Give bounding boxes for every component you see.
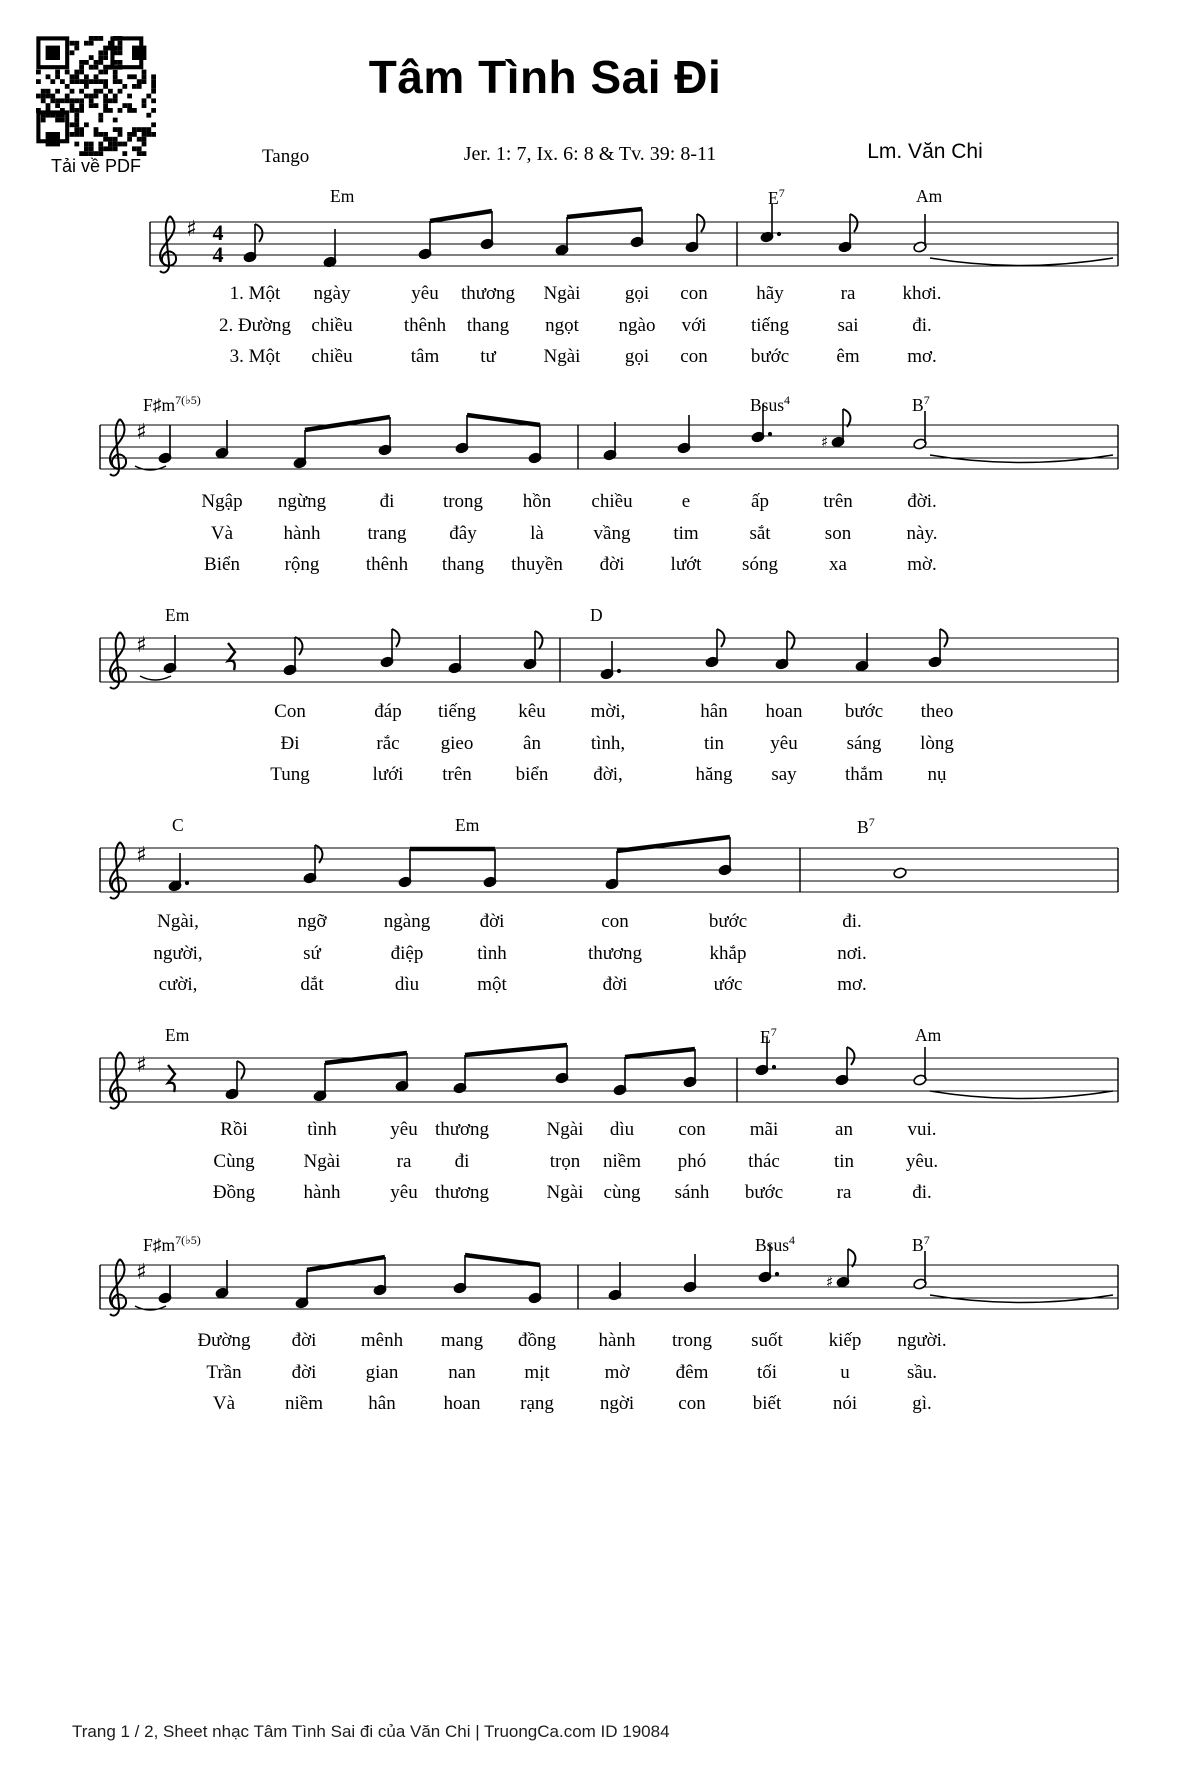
lyric-syllable: sánh xyxy=(674,1182,710,1203)
staff-system-1 xyxy=(0,177,1200,307)
lyric-syllable: hân xyxy=(368,1393,396,1414)
chord-symbol: $B^7$ xyxy=(857,815,875,837)
page-title: Tâm Tình Sai Đi xyxy=(368,51,722,103)
lyric-syllable: thang xyxy=(441,554,485,575)
lyric-syllable: chiều xyxy=(591,491,633,512)
lyric-syllable: Rồi xyxy=(220,1119,248,1140)
lyric-syllable: dìu xyxy=(394,974,420,995)
chord-symbol: Am xyxy=(916,186,943,206)
lyric-syllable: ước xyxy=(713,974,743,995)
lyric-syllable: hành xyxy=(303,1182,341,1203)
lyric-syllable: mang xyxy=(440,1330,484,1351)
sharp-accidental: ♯ xyxy=(821,433,829,451)
lyric-syllable: Ngài xyxy=(546,1119,584,1140)
lyric-syllable: Biển xyxy=(204,554,240,575)
lyric-syllable: 1. Một xyxy=(229,283,281,304)
tie xyxy=(930,455,1113,463)
lyric-syllable: rắc xyxy=(376,732,400,754)
lyric-syllable: đời xyxy=(599,554,625,575)
tie xyxy=(930,1091,1113,1099)
lyric-syllable: chiều xyxy=(311,346,353,367)
staff-system-5 xyxy=(0,1013,1200,1143)
lyric-syllable: ngừng xyxy=(277,491,327,512)
lyric-syllable: kêu xyxy=(518,701,546,722)
lyric-syllable: mời, xyxy=(590,701,626,722)
lyric-syllable: một xyxy=(477,974,507,995)
lyric-syllable: yêu xyxy=(390,1119,418,1140)
lyric-syllable: trong xyxy=(671,1330,713,1351)
lyric-syllable: sầu. xyxy=(906,1361,938,1383)
lyric-syllable: sóng xyxy=(742,554,778,575)
lyric-syllable: sứ xyxy=(303,942,321,964)
chord-symbol: $E^7$ xyxy=(768,186,785,208)
lyric-syllable: Và xyxy=(212,1393,236,1414)
lyric-syllable: người. xyxy=(897,1330,947,1351)
lyric-syllable: niềm xyxy=(603,1150,641,1172)
chord-symbol: $F♯m^{7(♭5)}$ xyxy=(143,1233,201,1255)
lyric-syllable: mờ. xyxy=(907,554,937,575)
key-signature-sharp: ♯ xyxy=(136,633,147,658)
lyric-syllable: son xyxy=(824,522,852,544)
lyric-syllable: ngời xyxy=(599,1393,635,1414)
time-signature: 4 xyxy=(212,220,224,245)
lyric-syllable: niềm xyxy=(285,1393,323,1414)
lyric-syllable: hoan xyxy=(443,1393,481,1414)
lyric-syllable: đi xyxy=(379,491,395,512)
lyric-syllable: với xyxy=(681,314,707,336)
lyric-syllable: gọi xyxy=(624,283,650,304)
lyric-syllable: gieo xyxy=(440,732,474,754)
author-credit: Lm. Văn Chi xyxy=(867,140,983,163)
qr-label: Tải về PDF xyxy=(50,156,142,176)
lyric-syllable: người, xyxy=(153,942,203,964)
lyric-syllable: thắm xyxy=(845,764,883,785)
chord-symbol: $B^7$ xyxy=(912,393,930,415)
lyric-syllable: sáng xyxy=(846,732,882,754)
lyric-syllable: dìu xyxy=(609,1119,635,1140)
lyric-syllable: mơ. xyxy=(837,974,867,995)
lyric-syllable: Trần xyxy=(206,1361,242,1383)
lyric-syllable: nói xyxy=(832,1393,858,1414)
lyric-syllable: chiều xyxy=(311,314,353,336)
lyric-syllable: đáp xyxy=(374,701,402,722)
lyric-syllable: suốt xyxy=(751,1330,783,1351)
lyric-syllable: tim xyxy=(673,522,699,544)
chord-symbol: C xyxy=(172,815,184,835)
lyric-syllable: thang xyxy=(466,314,510,336)
lyric-syllable: lòng xyxy=(920,732,954,754)
lyric-syllable: Đường xyxy=(197,1330,251,1351)
lyric-syllable: Ngài xyxy=(546,1182,584,1203)
lyric-syllable: e xyxy=(681,491,691,512)
lyric-syllable: xa xyxy=(829,554,847,575)
lyric-syllable: tư xyxy=(480,346,496,367)
lyric-syllable: biển xyxy=(515,764,549,785)
lyric-syllable: an xyxy=(835,1119,853,1140)
lyric-syllable: êm xyxy=(836,346,860,367)
scripture-reference: Jer. 1: 7, Ix. 6: 8 & Tv. 39: 8-11 xyxy=(463,143,717,165)
lyric-syllable: phó xyxy=(677,1150,707,1172)
lyric-syllable: đi. xyxy=(842,911,862,932)
key-signature-sharp: ♯ xyxy=(186,217,197,242)
lyric-syllable: trọn xyxy=(549,1150,581,1172)
lyric-syllable: hăng xyxy=(695,764,733,785)
lyric-syllable: tình xyxy=(477,942,507,964)
lyric-syllable: trên xyxy=(442,764,472,785)
lyric-syllable: tối xyxy=(756,1361,778,1383)
lyric-syllable: gọi xyxy=(624,346,650,367)
lyric-syllable: trang xyxy=(367,522,407,544)
lyric-syllable: nụ xyxy=(927,764,947,785)
lyric-syllable: yêu xyxy=(390,1182,418,1203)
lyric-syllable: tin xyxy=(703,732,725,754)
lyric-syllable: gì. xyxy=(912,1393,932,1414)
sharp-accidental: ♯ xyxy=(826,1273,834,1291)
chord-symbol: Em xyxy=(165,605,190,625)
lyric-syllable: theo xyxy=(920,701,954,722)
lyric-syllable: Con xyxy=(274,701,306,722)
lyric-syllable: đời xyxy=(602,974,628,995)
lyric-syllable: dắt xyxy=(300,974,324,995)
lyric-syllable: lưới xyxy=(372,764,404,785)
lyric-syllable: say xyxy=(771,764,797,785)
lyric-syllable: ra xyxy=(396,1150,412,1172)
chord-symbol: $E^7$ xyxy=(760,1025,777,1047)
lyric-syllable: ngỡ xyxy=(297,911,327,932)
note-head xyxy=(893,867,907,879)
lyric-syllable: Đi xyxy=(280,732,300,754)
lyric-syllable: ngọt xyxy=(545,314,579,336)
lyric-syllable: thương xyxy=(434,1182,490,1203)
lyric-syllable: đồng xyxy=(518,1330,556,1351)
lyric-syllable: Đồng xyxy=(212,1182,256,1203)
lyric-syllable: đêm xyxy=(675,1361,709,1383)
lyric-syllable: đi. xyxy=(912,1182,932,1203)
lyric-syllable: là xyxy=(530,522,544,544)
lyric-syllable: tâm xyxy=(410,346,440,367)
lyric-syllable: trong xyxy=(442,491,484,512)
lyric-syllable: hồn xyxy=(522,491,552,512)
lyric-syllable: thương xyxy=(460,283,516,304)
lyric-syllable: tiếng xyxy=(438,701,476,722)
lyric-syllable: đời, xyxy=(593,764,623,785)
lyric-syllable: tin xyxy=(833,1150,855,1172)
lyric-syllable: 2. Đường xyxy=(218,314,292,336)
lyric-syllable: ân xyxy=(523,732,541,754)
lyric-syllable: đi xyxy=(454,1150,470,1172)
lyric-syllable: con xyxy=(678,1119,706,1140)
lyric-syllable: trên xyxy=(823,491,853,512)
key-signature-sharp: ♯ xyxy=(136,420,147,445)
lyric-syllable: hành xyxy=(598,1330,636,1351)
lyric-syllable: tiếng xyxy=(751,314,789,336)
page-footer: Trang 1 / 2, Sheet nhạc Tâm Tình Sai đi của Văn Chi | TruongCa.com ID 19084 xyxy=(72,1722,670,1741)
lyric-syllable: Tung xyxy=(270,764,310,785)
lyric-syllable: hành xyxy=(283,522,321,544)
tie xyxy=(140,676,171,680)
lyric-syllable: thương xyxy=(587,942,643,964)
time-signature: 4 xyxy=(212,242,224,267)
lyric-syllable: bước xyxy=(750,346,790,367)
lyric-syllable: đi. xyxy=(912,314,932,336)
lyric-syllable: nơi. xyxy=(837,942,867,964)
lyric-syllable: đời xyxy=(479,911,505,932)
lyric-syllable: con xyxy=(680,283,708,304)
lyric-syllable: ngày xyxy=(313,283,351,304)
lyric-syllable: bước xyxy=(708,911,748,932)
lyric-syllable: khắp xyxy=(709,942,747,964)
lyric-syllable: biết xyxy=(752,1393,782,1414)
lyric-syllable: thênh xyxy=(365,554,409,575)
lyric-syllable: hoan xyxy=(765,701,803,722)
chord-symbol: $B^7$ xyxy=(912,1233,930,1255)
lyric-syllable: Và xyxy=(210,522,234,544)
lyric-syllable: thác xyxy=(748,1150,780,1172)
lyric-syllable: Cùng xyxy=(213,1150,255,1172)
tempo-marking: Tango xyxy=(262,146,310,167)
lyric-syllable: khơi. xyxy=(902,283,942,304)
lyric-syllable: ngàng xyxy=(383,911,431,932)
lyric-syllable: lướt xyxy=(670,554,702,575)
lyric-syllable: mơ. xyxy=(907,346,937,367)
lyric-syllable: 3. Một xyxy=(229,346,281,367)
lyric-syllable: ấp xyxy=(751,491,769,512)
chord-symbol: Am xyxy=(915,1025,942,1045)
lyric-syllable: mênh xyxy=(360,1330,404,1351)
lyric-syllable: điệp xyxy=(390,942,424,964)
lyric-syllable: rộng xyxy=(284,554,320,575)
lyric-syllable: nan xyxy=(448,1361,476,1383)
rest xyxy=(228,643,235,670)
key-signature-sharp: ♯ xyxy=(136,1260,147,1285)
chord-symbol: Em xyxy=(165,1025,190,1045)
lyric-syllable: Ngài xyxy=(303,1150,341,1172)
lyric-syllable: thuyền xyxy=(511,554,563,575)
lyric-syllable: mịt xyxy=(524,1361,550,1383)
lyric-syllable: yêu. xyxy=(905,1150,939,1172)
lyric-syllable: cùng xyxy=(603,1182,641,1203)
lyric-syllable: Ngài xyxy=(543,283,581,304)
key-signature-sharp: ♯ xyxy=(136,1053,147,1078)
chord-symbol: Em xyxy=(330,186,355,206)
lyric-syllable: ra xyxy=(836,1182,852,1203)
lyric-syllable: yêu xyxy=(411,283,439,304)
lyric-syllable: tình, xyxy=(590,732,626,754)
lyric-syllable: u xyxy=(840,1361,850,1383)
lyric-syllable: yêu xyxy=(770,732,798,754)
lyric-syllable: hân xyxy=(700,701,728,722)
lyric-syllable: gian xyxy=(365,1361,399,1383)
lyric-syllable: hãy xyxy=(756,283,784,304)
lyric-syllable: đời xyxy=(291,1361,317,1383)
lyric-syllable: con xyxy=(678,1393,706,1414)
lyric-syllable: mờ xyxy=(604,1361,630,1383)
lyric-syllable: thương xyxy=(434,1119,490,1140)
key-signature-sharp: ♯ xyxy=(136,843,147,868)
lyric-syllable: kiếp xyxy=(828,1330,862,1351)
lyric-syllable: bước xyxy=(744,1182,784,1203)
tie xyxy=(930,258,1113,266)
lyric-syllable: cười, xyxy=(158,974,198,995)
chord-symbol: Bsus$^4$ xyxy=(755,1233,796,1255)
lyric-syllable: Ngài xyxy=(543,346,581,367)
lyric-syllable: con xyxy=(601,911,629,932)
chord-symbol: Em xyxy=(455,815,480,835)
lyric-syllable: này. xyxy=(906,522,938,544)
lyric-syllable: thênh xyxy=(403,314,447,336)
lyric-syllable: đời xyxy=(291,1330,317,1351)
lyric-syllable: đây xyxy=(449,522,477,544)
tie xyxy=(930,1295,1113,1303)
lyric-syllable: ngào xyxy=(618,314,656,336)
lyric-syllable: vầng xyxy=(593,522,631,544)
lyric-syllable: bước xyxy=(844,701,884,722)
lyric-syllable: sai xyxy=(837,314,859,336)
lyric-syllable: rạng xyxy=(520,1393,554,1414)
lyric-syllable: đời. xyxy=(907,491,937,512)
lyric-syllable: vui. xyxy=(907,1119,937,1140)
lyric-syllable: ra xyxy=(840,283,856,304)
chord-symbol: $F♯m^{7(♭5)}$ xyxy=(143,393,201,415)
chord-symbol: D xyxy=(590,605,603,625)
chord-symbol: Bsus$^4$ xyxy=(750,393,791,415)
lyric-syllable: mãi xyxy=(749,1119,779,1140)
lyric-syllable: tình xyxy=(307,1119,337,1140)
lyric-syllable: con xyxy=(680,346,708,367)
lyric-syllable: Ngập xyxy=(201,491,243,512)
lyric-syllable: Ngài, xyxy=(157,911,199,932)
lyric-syllable: sắt xyxy=(749,522,771,544)
